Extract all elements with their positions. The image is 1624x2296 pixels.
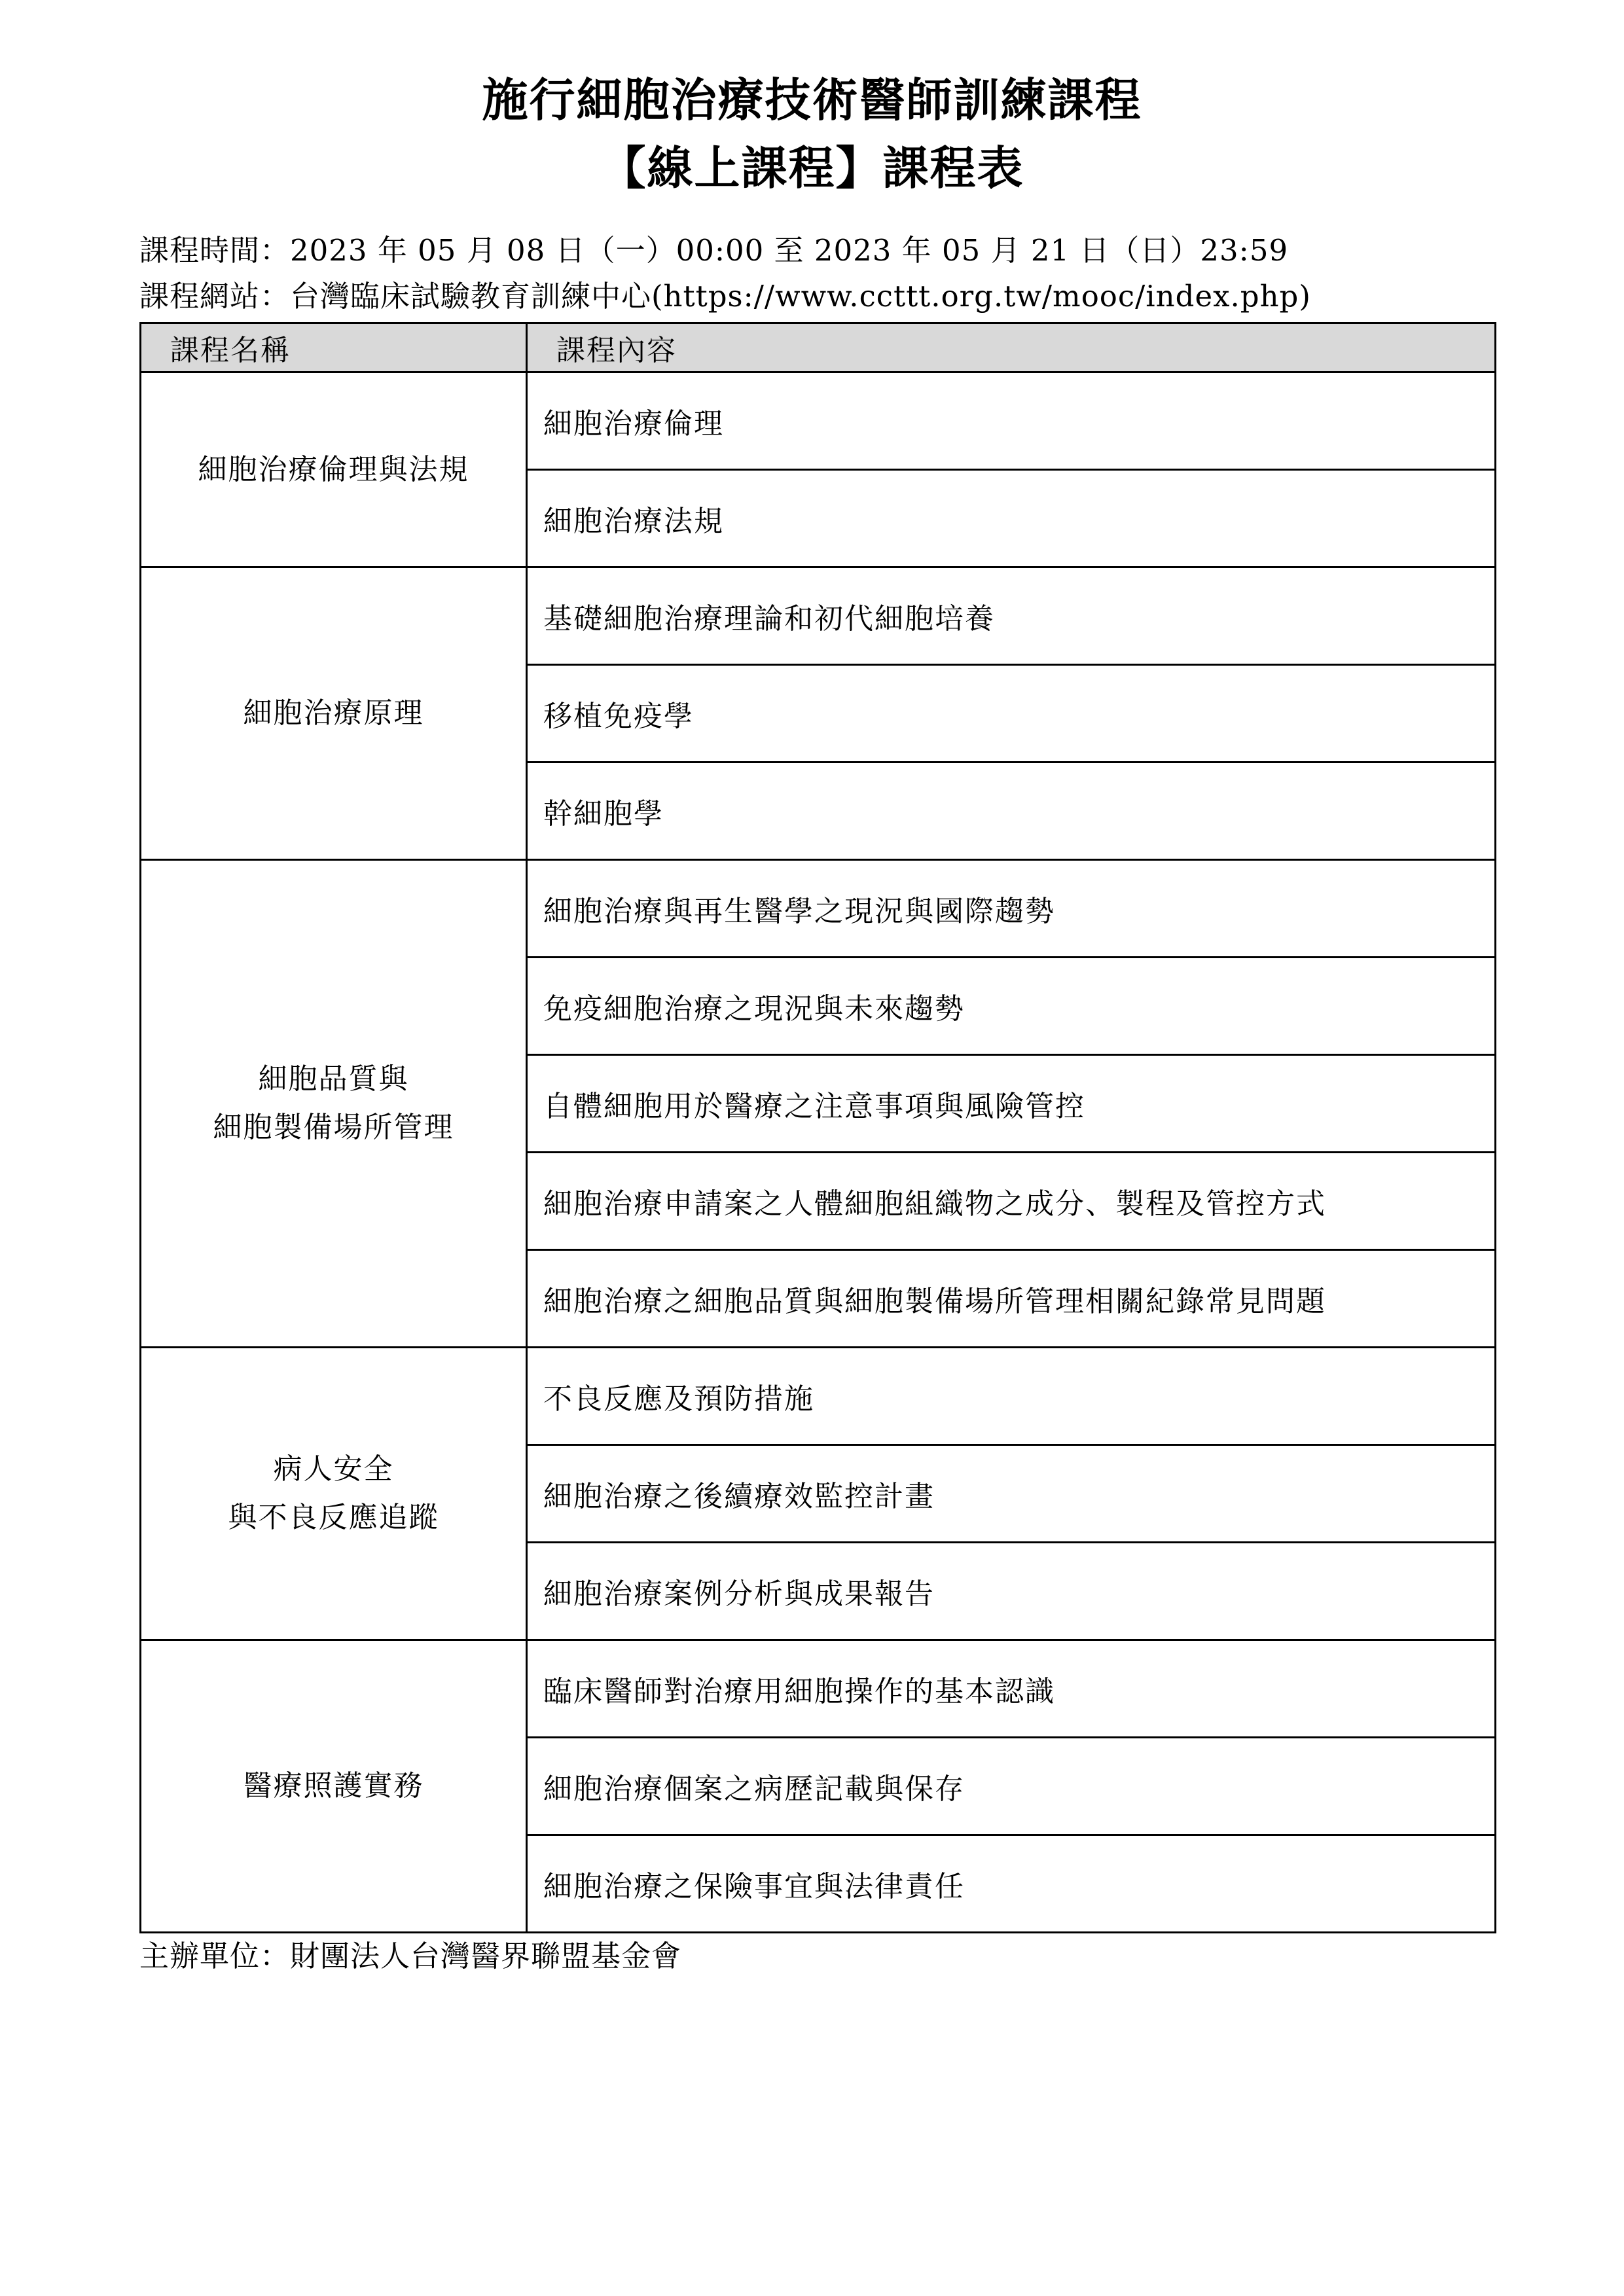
course-item: 細胞治療之細胞品質與細胞製備場所管理相關紀錄常見問題 (527, 1250, 1496, 1348)
course-category (141, 860, 527, 1348)
course-category-label: 細胞製備場所管理 (213, 1111, 454, 1144)
course-item: 細胞治療法規 (527, 470, 1496, 567)
course-item: 幹細胞學 (527, 762, 1496, 860)
course-time: 課程時間：2023 年 05 月 08 日（一）00:00 至 2023 年 05 月 21 日（日）23:59 (139, 233, 1289, 268)
course-category (141, 1348, 527, 1640)
course-item: 移植免疫學 (527, 665, 1496, 762)
table-body (141, 372, 1496, 1933)
course-category-label: 細胞品質與 (258, 1062, 409, 1096)
course-category (141, 567, 527, 860)
header-course-name: 課程名稱 (141, 323, 527, 372)
course-category-label: 與不良反應追蹤 (228, 1501, 439, 1534)
course-item: 細胞治療之後續療效監控計畫 (527, 1445, 1496, 1543)
course-category-label: 細胞治療原理 (243, 696, 424, 730)
course-item: 細胞治療倫理 (527, 372, 1496, 470)
table-row (141, 1348, 1496, 1445)
table-row (141, 860, 1496, 958)
table-row (141, 1640, 1496, 1738)
header-course-content: 課程內容 (527, 323, 1496, 372)
course-category-label: 病人安全 (273, 1452, 394, 1486)
course-category (141, 372, 527, 567)
organizer: 主辦單位：財團法人台灣醫界聯盟基金會 (139, 1939, 682, 1973)
course-item: 臨床醫師對治療用細胞操作的基本認識 (527, 1640, 1496, 1738)
course-item: 基礎細胞治療理論和初代細胞培養 (527, 567, 1496, 665)
course-item: 不良反應及預防措施 (527, 1348, 1496, 1445)
course-website: 課程網站：台灣臨床試驗教育訓練中心(https://www.ccttt.org.tw/mooc/index.php) (139, 279, 1311, 314)
table-row (141, 372, 1496, 470)
course-item: 免疫細胞治療之現況與未來趨勢 (527, 958, 1496, 1055)
course-item: 細胞治療之保險事宜與法律責任 (527, 1835, 1496, 1933)
course-category-label: 細胞治療倫理與法規 (198, 452, 469, 486)
course-item: 細胞治療與再生醫學之現況與國際趨勢 (527, 860, 1496, 958)
table-row (141, 567, 1496, 665)
course-category-label: 醫療照護實務 (243, 1769, 424, 1803)
course-item: 自體細胞用於醫療之注意事項與風險管控 (527, 1055, 1496, 1153)
course-item: 細胞治療個案之病歷記載與保存 (527, 1738, 1496, 1835)
course-schedule-table (139, 322, 1496, 1933)
course-category (141, 1640, 527, 1933)
course-item: 細胞治療申請案之人體細胞組織物之成分、製程及管控方式 (527, 1153, 1496, 1250)
course-item: 細胞治療案例分析與成果報告 (527, 1543, 1496, 1640)
document-subtitle: 【線上課程】課程表 (600, 141, 1024, 195)
document-title: 施行細胞治療技術醫師訓練課程 (482, 73, 1142, 127)
table-header-row (141, 323, 1496, 372)
